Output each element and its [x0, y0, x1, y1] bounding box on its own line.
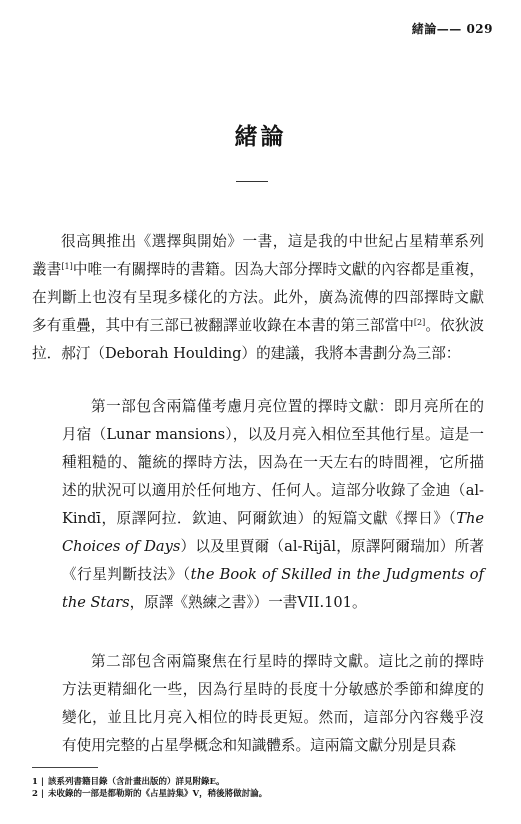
part-one-title-skilled: the Book of Skilled in the Judgments of the Stars	[62, 566, 484, 611]
part-one-text-3: ，原譯《熟練之書》）一書VII.101。	[129, 594, 367, 611]
footnote-divider	[32, 767, 98, 768]
footnote-2	[32, 788, 267, 800]
title-divider	[236, 181, 268, 182]
chapter-title: 緒論	[234, 123, 287, 150]
footnote-text: 未收錄的一部是都勒斯的《占星詩集》V，稍後將做討論。	[47, 789, 268, 799]
footnote-ref-2[interactable]: [2]	[413, 318, 426, 327]
footnotes	[32, 776, 267, 800]
footnote-1	[32, 776, 267, 788]
intro-text-2: 中唯一有關擇時的書籍。因為大部分擇時文獻的內容都是重複，在判斷上也沒有呈現多樣化的方法。此外，廣為流傳的四部擇時文獻多有重疊，其中有三部已被翻譯並收錄在本書的第三部當中	[32, 261, 484, 334]
footnote-number: 1 |	[32, 777, 44, 787]
footnote-number: 2 |	[32, 789, 44, 799]
part-one-paragraph	[62, 393, 484, 617]
footnote-ref-1[interactable]: [1]	[61, 262, 73, 271]
footnote-text: 該系列書籍目錄（含計畫出版的）詳見附錄E。	[47, 777, 225, 787]
part-one-text-1: 第一部包含兩篇僅考慮月亮位置的擇時文獻：即月亮所在的月宿（Lunar mansions），以及月亮入相位至其他行星。這是一種粗糙的、籠統的擇時方法，因為在一天左右的時間裡，它所描述的狀況可以適用於任何地方、任何人。這部分收錄了金迪（al-Kindī，原譯阿拉．欽迪、阿爾欽迪）的短篇文獻《擇日》（	[62, 398, 484, 527]
part-one-title-choices: The Choices of Days	[62, 510, 484, 555]
part-two-paragraph: 第二部包含兩篇聚焦在行星時的擇時文獻。這比之前的擇時方法更精細化一些，因為行星時的長度十分敏感於季節和緯度的變化，並且比月亮入相位的時長更短。然而，這部分內容幾乎沒有使用完整的占星學概念和知識體系。這兩篇文獻分別是貝森	[62, 653, 484, 754]
running-head: 緒論—— 029	[411, 22, 493, 36]
intro-paragraph	[32, 228, 484, 368]
intro-text-1: 很高興推出《選擇與開始》一書，這是我的中世紀占星精華系列叢書	[32, 233, 484, 278]
intro-text-3: 。依狄波拉．郝汀（Deborah Houlding）的建議，我將本書劃分為三部：	[32, 317, 484, 362]
part-one-text-2: ）以及里賈爾（al-Rijāl，原譯阿爾瑞加）所著《行星判斷技法》（	[62, 538, 484, 583]
